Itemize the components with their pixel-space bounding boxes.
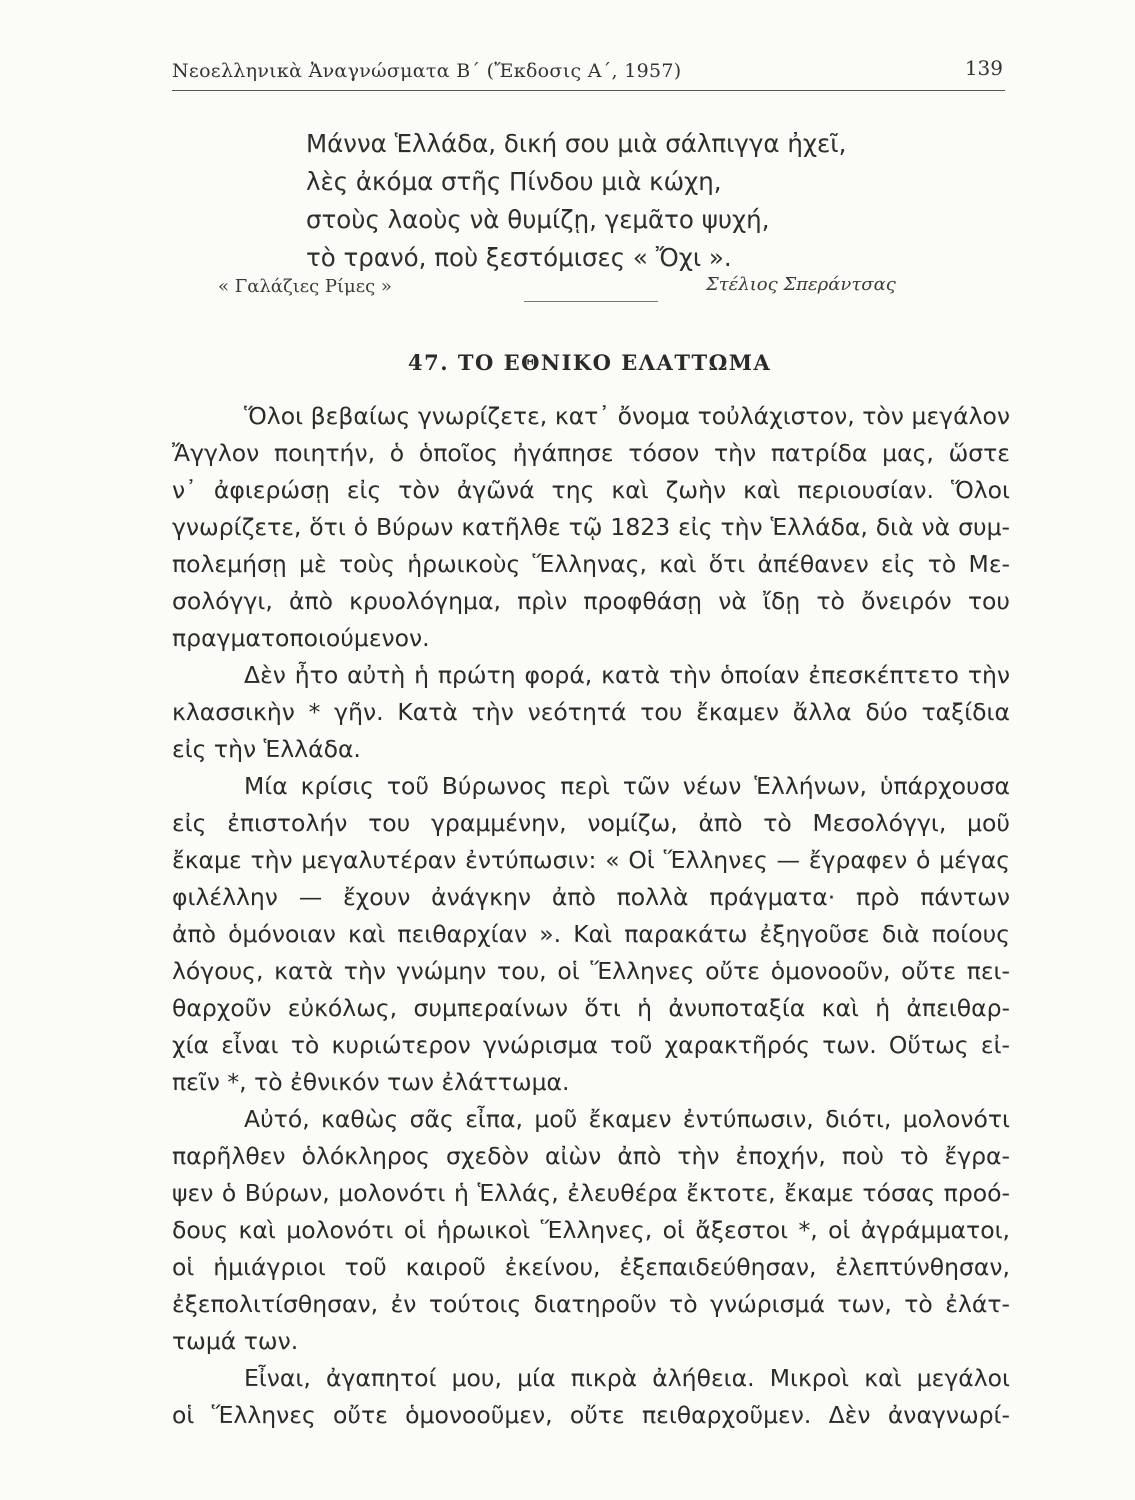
body-line: Ὅλοι βεβαίως γνωρίζετε, κατ᾽ ὄνομα τοὐλάχιστον, τὸν μεγάλον (244, 402, 1010, 430)
chapter-title: 47. ΤΟ ΕΘΝΙΚΟ ΕΛΑΤΤΩΜΑ (408, 350, 772, 375)
body-line: Μία κρίσις τοῦ Βύρωνος περὶ τῶν νέων Ἑλλήνων, ὑπάρχουσα (244, 772, 1010, 800)
body-line: χία εἶναι τὸ κυριώτερον γνώρισμα τοῦ χαρακτῆρός των. Οὕτως εἰ- (172, 1031, 1010, 1059)
body-line: οἱ Ἕλληνες οὔτε ὁμονοοῦμεν, οὔτε πειθαρχοῦμεν. Δὲν ἀναγνωρί- (172, 1401, 1010, 1429)
poem-attribution (218, 274, 918, 304)
poem-line: Μάννα Ἑλλάδα, δική σου μιὰ σάλπιγγα ἠχεῖ, (306, 129, 847, 158)
poem-line: τὸ τρανό, ποὺ ξεστόμισες « Ὄχι ». (306, 243, 732, 272)
body-line: ἔκαμε τὴν μεγαλυτέραν ἐντύπωσιν: « Οἱ Ἕλληνες — ἔγραφεν ὁ μέγας (172, 846, 1010, 874)
body-line: οἱ ἡμιάγριοι τοῦ καιροῦ ἐκείνου, ἐξεπαιδεύθησαν, ἐλεπτύνθησαν, (172, 1253, 1010, 1281)
body-line: γνωρίζετε, ὅτι ὁ Βύρων κατῆλθε τῷ 1823 εἰς τὴν Ἑλλάδα, διὰ νὰ συμ- (172, 513, 1010, 541)
body-line: παρῆλθεν ὁλόκληρος σχεδὸν αἰὼν ἀπὸ τὴν ἐποχήν, ποὺ τὸ ἔγρα- (172, 1142, 1010, 1170)
poem-stanza (306, 125, 946, 277)
running-header (172, 56, 1005, 91)
body-line: κλασσικὴν * γῆν. Κατὰ τὴν νεότητά του ἔκαμεν ἄλλα δύο ταξίδια (172, 698, 1010, 726)
body-line: Ἄγγλον ποιητήν, ὁ ὁποῖος ἠγάπησε τόσον τὴν πατρίδα μας, ὥστε (172, 439, 1010, 467)
poem-source: « Γαλάζιες Ρίμες » (218, 276, 392, 297)
body-line: θαρχοῦν εὐκόλως, συμπεραίνων ὅτι ἡ ἀνυποταξία καὶ ἡ ἀπειθαρ- (172, 994, 1010, 1022)
poem-line: λὲς ἀκόμα στῆς Πίνδου μιὰ κώχη, (306, 167, 722, 196)
book-title: Νεοελληνικὰ Ἀναγνώσματα Β΄ (Ἔκδοσις Α΄, 1957) (172, 60, 682, 82)
body-line: ν᾽ ἀφιερώσῃ εἰς τὸν ἀγῶνά της καὶ ζωὴν καὶ περιουσίαν. Ὅλοι (172, 476, 1010, 504)
body-line: σολόγγι, ἀπὸ κρυολόγημα, πρὶν προφθάσῃ νὰ ἴδῃ τὸ ὄνειρόν του (172, 587, 1010, 615)
body-line: εἰς ἐπιστολήν του γραμμένην, νομίζω, ἀπὸ τὸ Μεσολόγγι, μοῦ (172, 809, 1010, 837)
body-line: ψεν ὁ Βύρων, μολονότι ἡ Ἑλλάς, ἐλευθέρα ἔκτοτε, ἔκαμε τόσας προό- (172, 1179, 1010, 1207)
poem-line: στοὺς λαοὺς νὰ θυμίζῃ, γεμᾶτο ψυχή, (306, 205, 770, 234)
page-number: 139 (964, 56, 1003, 80)
body-line: τωμά των. (172, 1327, 299, 1355)
body-line: πολεμήσῃ μὲ τοὺς ἡρωικοὺς Ἕλληνας, καὶ ὅτι ἀπέθανεν εἰς τὸ Με- (172, 550, 1010, 578)
body-line: λόγους, κατὰ τὴν γνώμην του, οἱ Ἕλληνες οὔτε ὁμονοοῦν, οὔτε πει- (172, 957, 1010, 985)
body-line: δους καὶ μολονότι οἱ ἡρωικοὶ Ἕλληνες, οἱ ἄξεστοι *, οἱ ἀγράμματοι, (172, 1216, 1010, 1244)
body-line: φιλέλλην — ἔχουν ἀνάγκην ἀπὸ πολλὰ πράγματα· πρὸ πάντων (172, 883, 1010, 911)
body-line: πραγματοποιούμενον. (172, 624, 430, 652)
poem-author: Στέλιος Σπεράντσας (706, 274, 896, 295)
body-line: Εἶναι, ἀγαπητοί μου, μία πικρὰ ἀλήθεια. Μικροὶ καὶ μεγάλοι (244, 1364, 1010, 1392)
body-line: ἀπὸ ὁμόνοιαν καὶ πειθαρχίαν ». Καὶ παρακάτω ἐξηγοῦσε διὰ ποίους (172, 920, 1010, 948)
body-line: εἰς τὴν Ἑλλάδα. (172, 735, 361, 763)
chapter-body (172, 398, 1010, 1434)
body-line: ἐξεπολιτίσθησαν, ἐν τούτοις διατηροῦν τὸ γνώρισμά των, τὸ ἐλάτ- (172, 1290, 1010, 1318)
separator-rule (524, 301, 658, 302)
body-line: Αὐτό, καθὼς σᾶς εἶπα, μοῦ ἔκαμεν ἐντύπωσιν, διότι, μολονότι (244, 1105, 1010, 1133)
body-line: πεῖν *, τὸ ἐθνικόν των ἐλάττωμα. (172, 1068, 570, 1096)
body-line: Δὲν ἦτο αὐτὴ ἡ πρώτη φορά, κατὰ τὴν ὁποίαν ἐπεσκέπτετο τὴν (244, 661, 1010, 689)
